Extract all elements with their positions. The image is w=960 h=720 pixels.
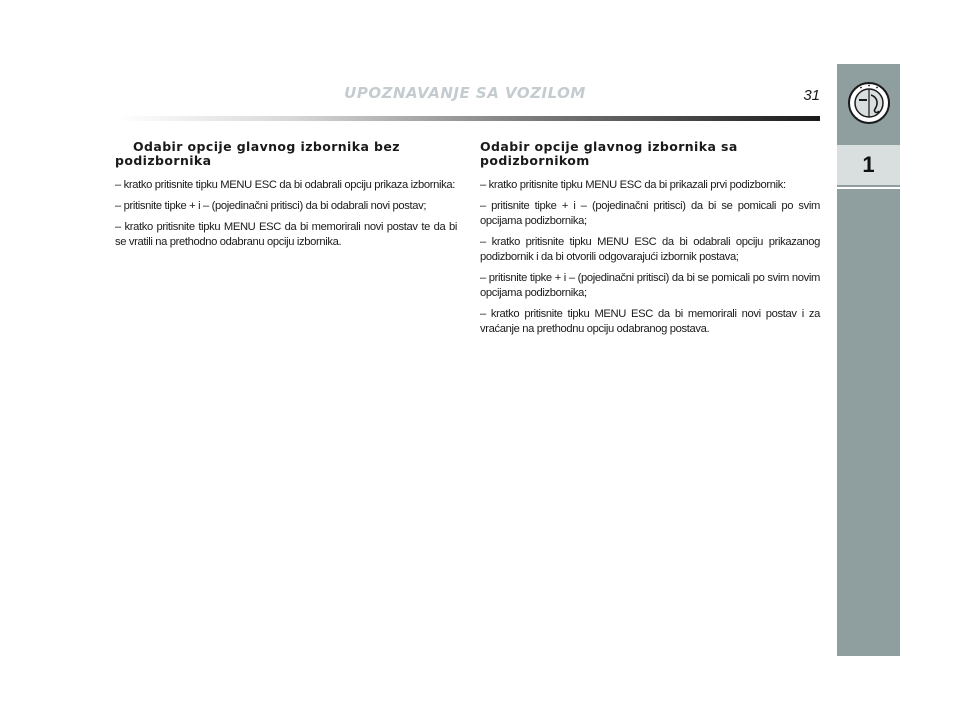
logo-box — [837, 64, 900, 142]
chapter-side-tab — [837, 64, 900, 656]
page-number: 31 — [803, 87, 820, 104]
section-title: UPOZNAVANJE SA VOZILOM — [344, 84, 586, 102]
chapter-number: 1 — [837, 145, 900, 185]
right-heading: Odabir opcije glavnog izbornika sa podizbornikom — [480, 139, 738, 168]
left-paragraph: – kratko pritisnite tipku MENU ESC da bi memorirali novi postav te da bi se vratili na prethodno odabranu opciju izbornika. — [115, 221, 457, 248]
tab-divider — [837, 187, 900, 189]
right-paragraph: – kratko pritisnite tipku MENU ESC da bi memorirali novi postav i za vraćanje na prethodnu opciju odabranog postava. — [480, 308, 820, 335]
left-paragraph: – kratko pritisnite tipku MENU ESC da bi odabrali opciju prikaza izbornika: — [115, 179, 455, 191]
right-paragraph: – kratko pritisnite tipku MENU ESC da bi prikazali prvi podizbornik: — [480, 179, 786, 191]
right-paragraph: – pritisnite tipke + i – (pojedinačni pritisci) da bi se pomicali po svim opcijama podizbornika; — [480, 200, 820, 227]
right-column — [480, 140, 820, 343]
left-column — [115, 140, 457, 256]
right-paragraph: – kratko pritisnite tipku MENU ESC da bi odabrali opciju prikazanog podizbornik i da bi otvorili odgovarajući izbornik postava; — [480, 236, 820, 263]
header-rule — [115, 116, 820, 121]
alfa-romeo-badge-icon — [847, 81, 891, 125]
left-paragraph: – pritisnite tipke + i – (pojedinačni pritisci) da bi odabrali novi postav; — [115, 200, 427, 212]
right-paragraph: – pritisnite tipke + i – (pojedinačni pritisci) da bi se pomicali po svim novim opcijama podizbornika; — [480, 272, 820, 299]
left-heading: Odabir opcije glavnog izbornika bez podizbornika — [115, 139, 400, 168]
